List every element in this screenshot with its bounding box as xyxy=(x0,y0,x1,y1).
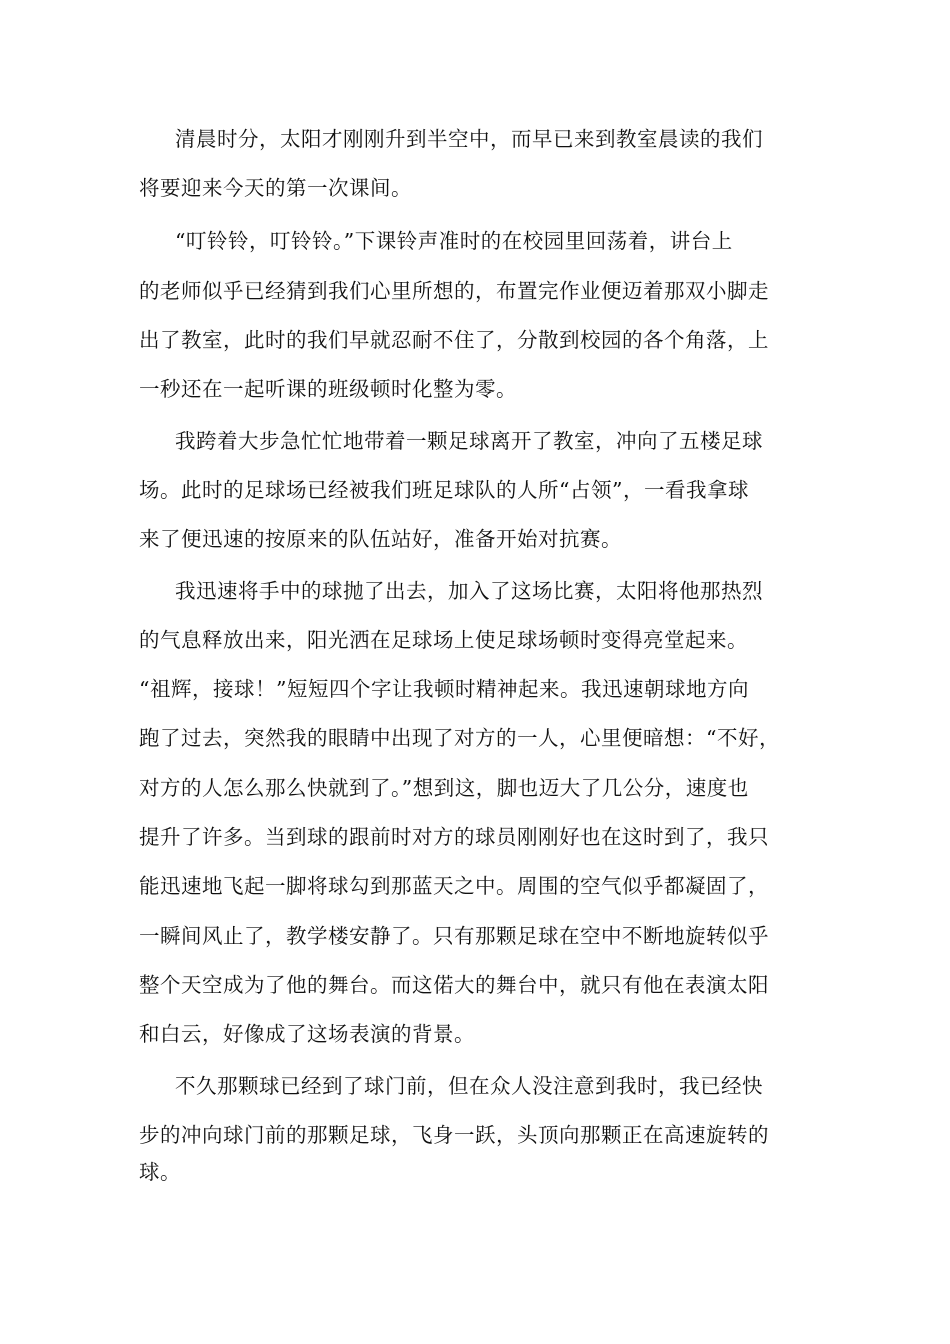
paragraph-4-line-1: 我迅速将手中的球抛了出去，加入了这场比赛，太阳将他那热烈 xyxy=(175,579,763,603)
paragraph-4-line-5: 对方的人怎么那么快就到了。”想到这，脚也迈大了几公分，速度也 xyxy=(139,776,749,800)
paragraph-4-line-10: 和白云，好像成了这场表演的背景。 xyxy=(139,1022,475,1046)
paragraph-4-line-9: 整个天空成为了他的舞台。而这偌大的舞台中，就只有他在表演太阳 xyxy=(139,973,769,997)
paragraph-4-line-4: 跑了过去，突然我的眼睛中出现了对方的一人，心里便暗想：“不好， xyxy=(139,726,780,750)
paragraph-1-line-2: 将要迎来今天的第一次课间。 xyxy=(139,176,412,200)
paragraph-1-line-1: 清晨时分，太阳才刚刚升到半空中，而早已来到教室晨读的我们 xyxy=(175,127,763,151)
paragraph-5-line-2: 步的冲向球门前的那颗足球，飞身一跃，头顶向那颗正在高速旋转的 xyxy=(139,1123,769,1147)
paragraph-2-line-2: 的老师似乎已经猜到我们心里所想的，布置完作业便迈着那双小脚走 xyxy=(139,279,769,303)
paragraph-4-line-8: 一瞬间风止了，教学楼安静了。只有那颗足球在空中不断地旋转似乎 xyxy=(139,924,769,948)
paragraph-4-line-3: “祖辉，接球！”短短四个字让我顿时精神起来。我迅速朝球地方向 xyxy=(139,677,749,701)
paragraph-2-line-3: 出了教室，此时的我们早就忍耐不住了，分散到校园的各个角落，上 xyxy=(139,328,769,352)
paragraph-5-line-1: 不久那颗球已经到了球门前，但在众人没注意到我时，我已经快 xyxy=(175,1074,763,1098)
paragraph-4-line-7: 能迅速地飞起一脚将球勾到那蓝天之中。周围的空气似乎都凝固了， xyxy=(139,874,769,898)
paragraph-2-line-1: “叮铃铃，叮铃铃。”下课铃声准时的在校园里回荡着，讲台上 xyxy=(175,229,733,253)
paragraph-3-line-1: 我跨着大步急忙忙地带着一颗足球离开了教室，冲向了五楼足球 xyxy=(175,429,763,453)
paragraph-4-line-2: 的气息释放出来，阳光洒在足球场上使足球场顿时变得亮堂起来。 xyxy=(139,628,748,652)
paragraph-3-line-2: 场。此时的足球场已经被我们班足球队的人所“占领”，一看我拿球 xyxy=(139,478,749,502)
paragraph-3-line-3: 来了便迅速的按原来的队伍站好，准备开始对抗赛。 xyxy=(139,527,622,551)
paragraph-5-line-3: 球。 xyxy=(139,1160,181,1184)
paragraph-4-line-6: 提升了许多。当到球的跟前时对方的球员刚刚好也在这时到了，我只 xyxy=(139,825,769,849)
paragraph-2-line-4: 一秒还在一起听课的班级顿时化整为零。 xyxy=(139,377,517,401)
